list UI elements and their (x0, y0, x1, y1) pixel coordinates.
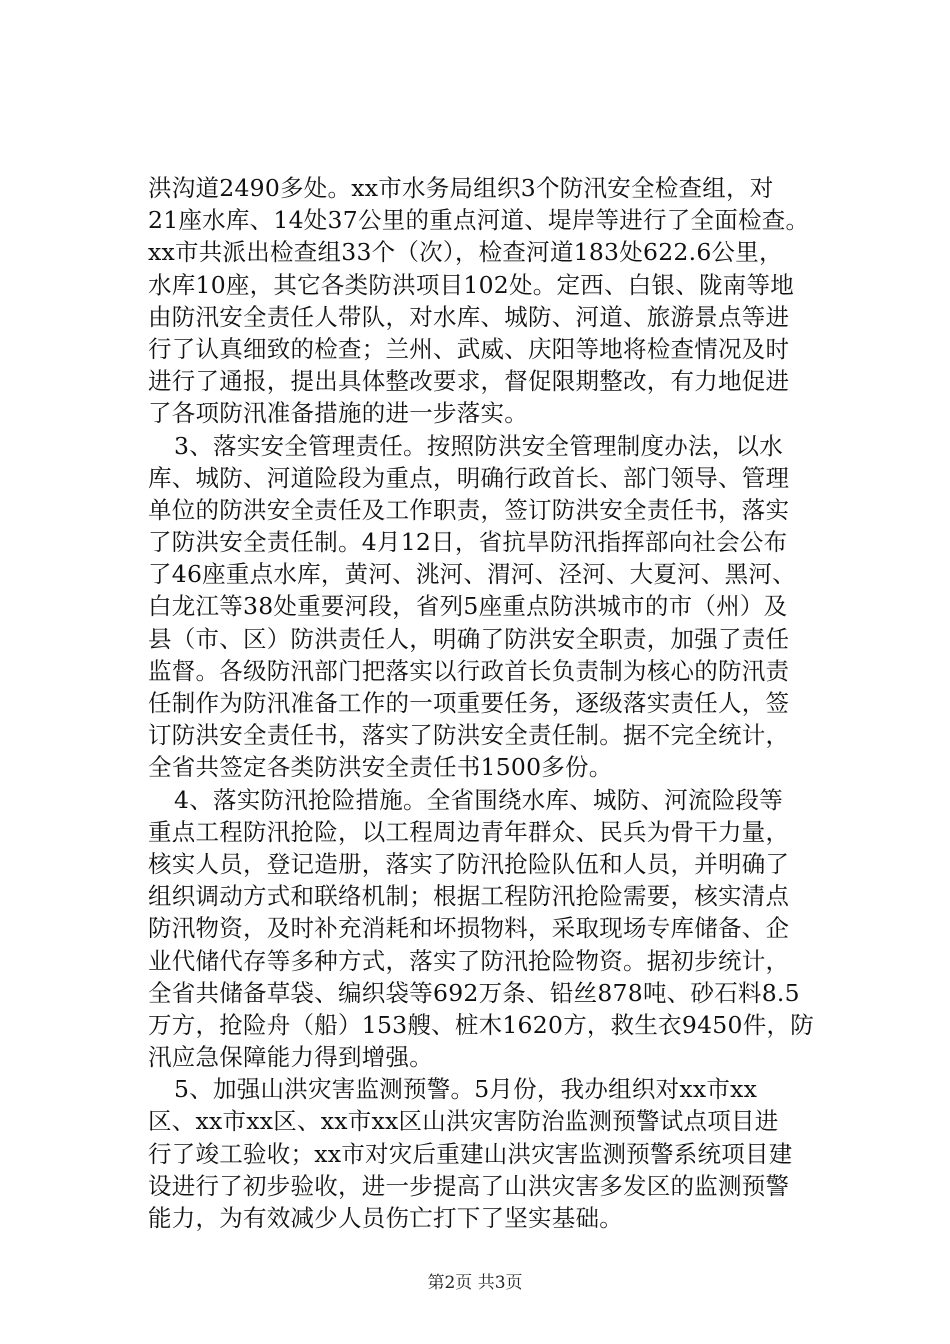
text-line: 由防汛安全责任人带队，对水库、城防、河道、旅游景点等进 (148, 302, 790, 331)
text-line: 全省共签定各类防洪安全责任书1500多份。 (148, 753, 613, 782)
text-line: 订防洪安全责任书，落实了防洪安全责任制。据不完全统计， (148, 721, 790, 750)
text-line: 3、落实安全管理责任。按照防洪安全管理制度办法，以水 (174, 431, 783, 460)
text-line: 21座水库、14处37公里的重点河道、堤岸等进行了全面检查。 (148, 206, 810, 235)
text-line: 单位的防洪安全责任及工作职责，签订防洪安全责任书，落实 (148, 495, 790, 524)
text-line: 了防洪安全责任制。4月12日，省抗旱防汛指挥部向社会公布 (148, 528, 788, 557)
text-line: 了各项防汛准备措施的进一步落实。 (148, 399, 528, 428)
text-line: 库、城防、河道险段为重点，明确行政首长、部门领导、管理 (148, 463, 790, 492)
document-body (148, 172, 838, 1234)
text-line: 任制作为防汛准备工作的一项重要任务，逐级落实责任人，签 (148, 689, 790, 717)
text-line: 进行了通报，提出具体整改要求，督促限期整改，有力地促进 (148, 367, 790, 396)
page-number-footer: 第2页 共3页 (427, 1273, 523, 1293)
text-line: 行了认真细致的检查；兰州、武威、庆阳等地将检查情况及时 (148, 334, 790, 363)
text-line: xx市共派出检查组33个（次），检查河道183处622.6公里， (148, 238, 783, 267)
text-line: 白龙江等38处重要河段，省列5座重点防洪城市的市（州）及 (148, 592, 788, 621)
text-line: 全省共储备草袋、编织袋等692万条、铅丝878吨、砂石料8.5 (148, 978, 800, 1007)
text-line: 水库10座，其它各类防洪项目102处。定西、白银、陇南等地 (148, 270, 795, 299)
text-line: 业代储代存等多种方式，落实了防汛抢险物资。据初步统计， (148, 946, 790, 975)
text-line: 核实人员，登记造册，落实了防汛抢险队伍和人员，并明确了 (148, 849, 790, 878)
text-line: 5、加强山洪灾害监测预警。5月份，我办组织对xx市xx (174, 1075, 758, 1104)
text-line: 汛应急保障能力得到增强。 (148, 1043, 433, 1072)
text-line: 监督。各级防汛部门把落实以行政首长负责制为核心的防汛责 (148, 656, 790, 685)
text-line: 组织调动方式和联络机制；根据工程防汛抢险需要，核实清点 (148, 882, 790, 911)
text-line: 万方，抢险舟（船）153艘、桩木1620方，救生衣9450件，防 (148, 1010, 814, 1039)
text-line: 洪沟道2490多处。xx市水务局组织3个防汛安全检查组，对 (148, 174, 774, 202)
text-line: 了46座重点水库，黄河、洮河、渭河、泾河、大夏河、黑河、 (148, 560, 796, 589)
text-line: 设进行了初步验收，进一步提高了山洪灾害多发区的监测预警 (148, 1171, 790, 1200)
text-line: 行了竣工验收；xx市对灾后重建山洪灾害监测预警系统项目建 (148, 1139, 793, 1168)
text-line: 重点工程防汛抢险，以工程周边青年群众、民兵为骨干力量， (148, 817, 790, 846)
text-line: 能力，为有效减少人员伤亡打下了坚实基础。 (148, 1204, 623, 1232)
text-line: 防汛物资，及时补充消耗和坏损物料，采取现场专库储备、企 (148, 914, 790, 943)
text-line: 区、xx市xx区、xx市xx区山洪灾害防治监测预警试点项目进 (148, 1107, 779, 1136)
text-line: 县（市、区）防洪责任人，明确了防洪安全职责，加强了责任 (148, 624, 790, 653)
text-line: 4、落实防汛抢险措施。全省围绕水库、城防、河流险段等 (174, 785, 783, 814)
